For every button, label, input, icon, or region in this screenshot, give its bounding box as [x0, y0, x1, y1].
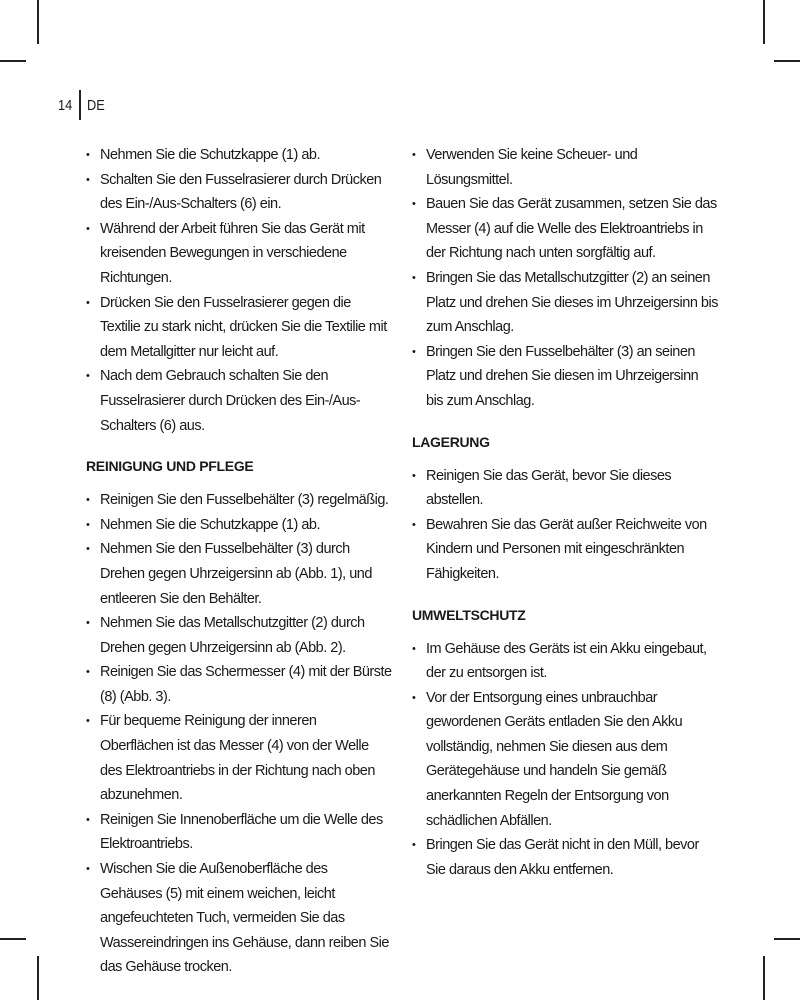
list-item: • Bringen Sie das Metallschutzgitter (2) an seinen Platz und drehen Sie dieses im Uhrzeigersinn bis zum Anschlag. [412, 266, 718, 340]
list-item: • Nach dem Gebrauch schalten Sie den Fusselrasierer durch Drücken des Ein-/Aus-Schalters (6) aus. [86, 364, 392, 438]
page-number: 14 [58, 96, 73, 114]
list-item: • Nehmen Sie die Schutzkappe (1) ab. [86, 513, 392, 538]
section-heading-storage: LAGERUNG [412, 433, 490, 450]
list-item: • Bewahren Sie das Gerät außer Reichweite von Kindern und Personen mit eingeschränkten Fähigkeiten. [412, 513, 718, 587]
list-item: • Für bequeme Reinigung der inneren Oberflächen ist das Messer (4) von der Welle des Elektroantriebs in der Richtung nach oben abzunehmen. [86, 709, 392, 807]
list-item: • Reinigen Sie Innenoberfläche um die Welle des Elektroantriebs. [86, 808, 392, 857]
header-divider [79, 90, 81, 120]
section-heading-environment: UMWELTSCHUTZ [412, 606, 526, 623]
environment-list [412, 637, 718, 883]
left-column [86, 143, 392, 980]
list-item: • Reinigen Sie das Schermesser (4) mit der Bürste (8) (Abb. 3). [86, 660, 392, 709]
crop-mark-bottom-right-horizontal [774, 938, 800, 940]
crop-mark-top-left-vertical [37, 0, 39, 44]
list-item: • Reinigen Sie das Gerät, bevor Sie dieses abstellen. [412, 464, 718, 513]
list-item: • Verwenden Sie keine Scheuer- und Lösungsmittel. [412, 143, 718, 192]
cleaning-list [86, 488, 392, 980]
crop-mark-bottom-right-vertical [763, 956, 765, 1000]
list-item: • Drücken Sie den Fusselrasierer gegen die Textilie zu stark nicht, drücken Sie die Textilie mit dem Metallgitter nur leicht auf. [86, 291, 392, 365]
crop-mark-bottom-left-horizontal [0, 938, 26, 940]
storage-list [412, 464, 718, 587]
cleaning-continued-list [412, 143, 718, 414]
list-item: • Vor der Entsorgung eines unbrauchbar gewordenen Geräts entladen Sie den Akku vollständig, nehmen Sie diesen aus dem Gerätegehäuse und handeln Sie gemäß anerkannten Regeln der Entsorgung von schädlichen Abfällen. [412, 686, 718, 834]
crop-mark-top-right-horizontal [774, 60, 800, 62]
list-item: • Während der Arbeit führen Sie das Gerät mit kreisenden Bewegungen in verschiedene Richtungen. [86, 217, 392, 291]
list-item: • Schalten Sie den Fusselrasierer durch Drücken des Ein-/Aus-Schalters (6) ein. [86, 168, 392, 217]
list-item: • Im Gehäuse des Geräts ist ein Akku eingebaut, der zu entsorgen ist. [412, 637, 718, 686]
usage-list [86, 143, 392, 438]
list-item: • Bauen Sie das Gerät zusammen, setzen Sie das Messer (4) auf die Welle des Elektroantriebs in der Richtung nach unten sorgfältig auf. [412, 192, 718, 266]
page-header [58, 90, 108, 120]
list-item: • Nehmen Sie den Fusselbehälter (3) durch Drehen gegen Uhrzeigersinn ab (Abb. 1), und entleeren Sie den Behälter. [86, 537, 392, 611]
list-item: • Reinigen Sie den Fusselbehälter (3) regelmäßig. [86, 488, 392, 513]
crop-mark-top-right-vertical [763, 0, 765, 44]
list-item: • Wischen Sie die Außenoberfläche des Gehäuses (5) mit einem weichen, leicht angefeuchteten Tuch, vermeiden Sie das Wassereindringen ins Gehäuse, dann reiben Sie das Gehäuse trocken. [86, 857, 392, 980]
list-item: • Bringen Sie den Fusselbehälter (3) an seinen Platz und drehen Sie diesen im Uhrzeigersinn bis zum Anschlag. [412, 340, 718, 414]
list-item: • Nehmen Sie das Metallschutzgitter (2) durch Drehen gegen Uhrzeigersinn ab (Abb. 2). [86, 611, 392, 660]
crop-mark-top-left-horizontal [0, 60, 26, 62]
language-code: DE [86, 96, 105, 114]
crop-mark-bottom-left-vertical [37, 956, 39, 1000]
list-item: • Nehmen Sie die Schutzkappe (1) ab. [86, 143, 392, 168]
section-heading-cleaning: REINIGUNG UND PFLEGE [86, 458, 254, 475]
right-column [412, 143, 718, 882]
list-item: • Bringen Sie das Gerät nicht in den Müll, bevor Sie daraus den Akku entfernen. [412, 833, 718, 882]
